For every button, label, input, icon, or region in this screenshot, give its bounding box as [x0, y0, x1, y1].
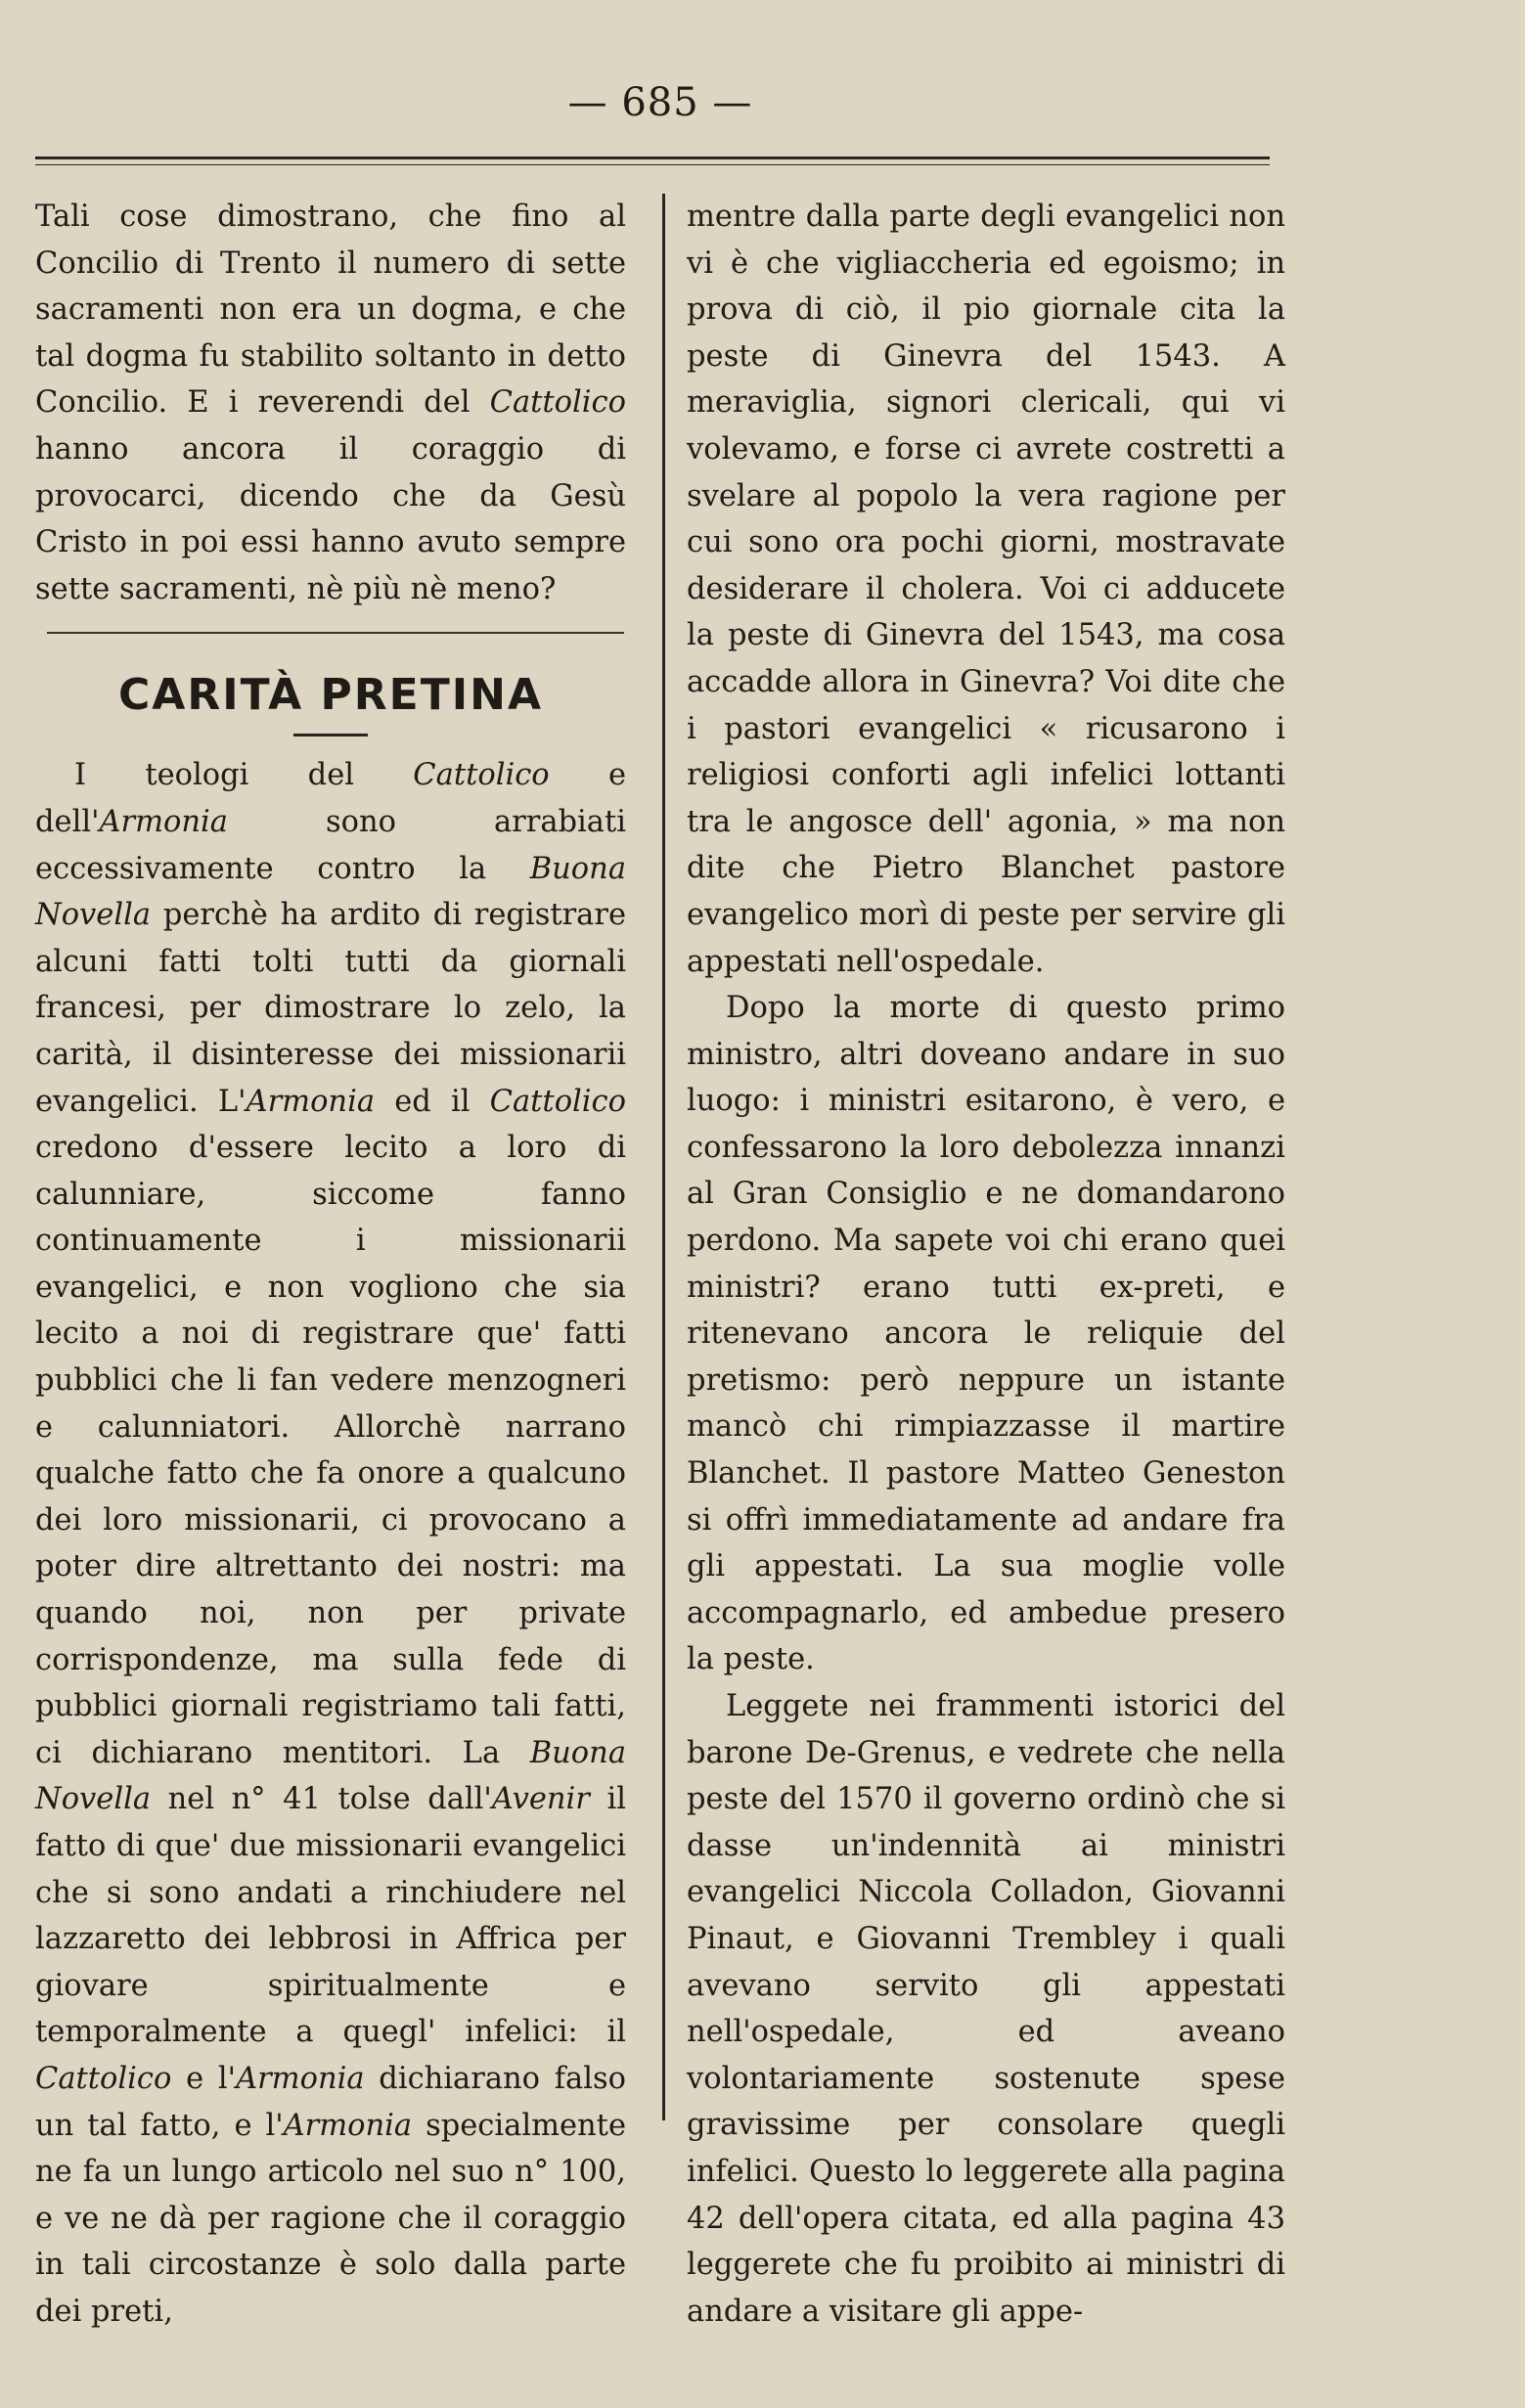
paragraph-ginevra: mentre dalla parte degli evangelici non vi è che vigliaccheria ed egoismo; in prova di ciò, il pio giornale cita la peste di Ginevra del 1543. A meraviglia, signori clericali, qui vi volevamo, e forse ci avrete costretti a svelare al popolo la vera ragione per cui sono ora pochi giorni, mostravate desiderare il cholera. Voi ci adducete la peste di Ginevra del 1543, ma cosa accadde allora in Ginevra? Voi dite che i pastori evangelici « ricusarono i religiosi conforti agli infelici lottanti tra le angosce dell' agonia, » ma non dite che Pietro Blanchet pastore evangelico morì di peste per servire gli appestati nell'ospedale. [687, 200, 1285, 979]
paragraph-de-grenus: Leggete nei frammenti istorici del barone De-Grenus, e vedrete che nella peste del 1570 il governo ordinò che si dasse un'indennità ai ministri evangelici Niccola Colladon, Giovanni Pinaut, e Giovanni Trembley i quali avevano servito gli appestati nell'ospedale, ed aveano volontariamente sostenute spese gravissime per consolare quegli infelici. Questo lo leggerete alla pagina 42 dell'opera citata, ed alla pagina 43 leggerete che fu proibito ai ministri di andare a visitare gli appe- [687, 1689, 1285, 2329]
section-title: CARITÀ PRETINA [117, 670, 543, 721]
paragraph-concilio: Tali cose dimostrano, che fino al Concilio di Trento il numero di sette sacramenti non era un dogma, e che tal dogma fu stabilito soltanto in detto Concilio. E i reverendi del Cattolico hanno ancora il coraggio di provocarci, dicendo che da Gesù Cristo in poi essi hanno avuto sempre sette sacramenti, nè più nè meno? [35, 200, 626, 606]
right-column [687, 194, 1285, 2335]
section-divider [47, 632, 624, 634]
left-column [35, 194, 626, 2336]
title-underline [293, 734, 368, 736]
paragraph-ministri: Dopo la morte di questo primo ministro, altri doveano andare in suo luogo: i ministri esitarono, è vero, e confessarono la loro debolezza innanzi al Gran Consiglio e ne domandarono perdono. Ma sapete voi chi erano quei ministri? erano tutti ex-preti, e ritenevano ancora le reliquie del pretismo: però neppure un istante mancò chi rimpiazzasse il martire Blanchet. Il pastore Matteo Geneston si offrì immediatamente ad andare fra gli appestati. La sua moglie volle accompagnarlo, ed ambedue presero la peste. [687, 991, 1285, 1677]
page-number: — 685 — [567, 80, 753, 125]
header-double-rule [35, 156, 1270, 159]
column-divider [662, 194, 665, 2120]
paragraph-teologi: I teologi del Cattolico e dell'Armonia sono arrabiati eccessivamente contro la Buona Novella perchè ha ardito di registrare alcuni fatti tolti tutti da giornali francesi, per dimostrare lo zelo, la carità, il disinteresse dei missionarii evangelici. L'Armonia ed il Cattolico credono d'essere lecito a loro di calunniare, siccome fanno continuamente i missionarii evangelici, e non vogliono che sia lecito a noi di registrare que' fatti pubblici che li fan vedere menzogneri e calunniatori. Allorchè narrano qualche fatto che fa onore a qualcuno dei loro missionarii, ci provocano a poter dire altrettanto dei nostri: ma quando noi, non per private corrispondenze, ma sulla fede di pubblici giornali registriamo tali fatti, ci dichiarano mentitori. La Buona Novella nel n° 41 tolse dall'Avenir il fatto di que' due missionarii evangelici che si sono andati a rinchiudere nel lazzaretto dei lebbrosi in Affrica per giovare spiritualmente e temporalmente a quegl' infelici: il Cattolico e l'Armonia dichiarano falso un tal fatto, e l'Armonia specialmente ne fa un lungo articolo nel suo n° 100, e ve ne dà per ragione che il coraggio in tali circostanze è solo dalla parte dei preti, [35, 758, 627, 2329]
